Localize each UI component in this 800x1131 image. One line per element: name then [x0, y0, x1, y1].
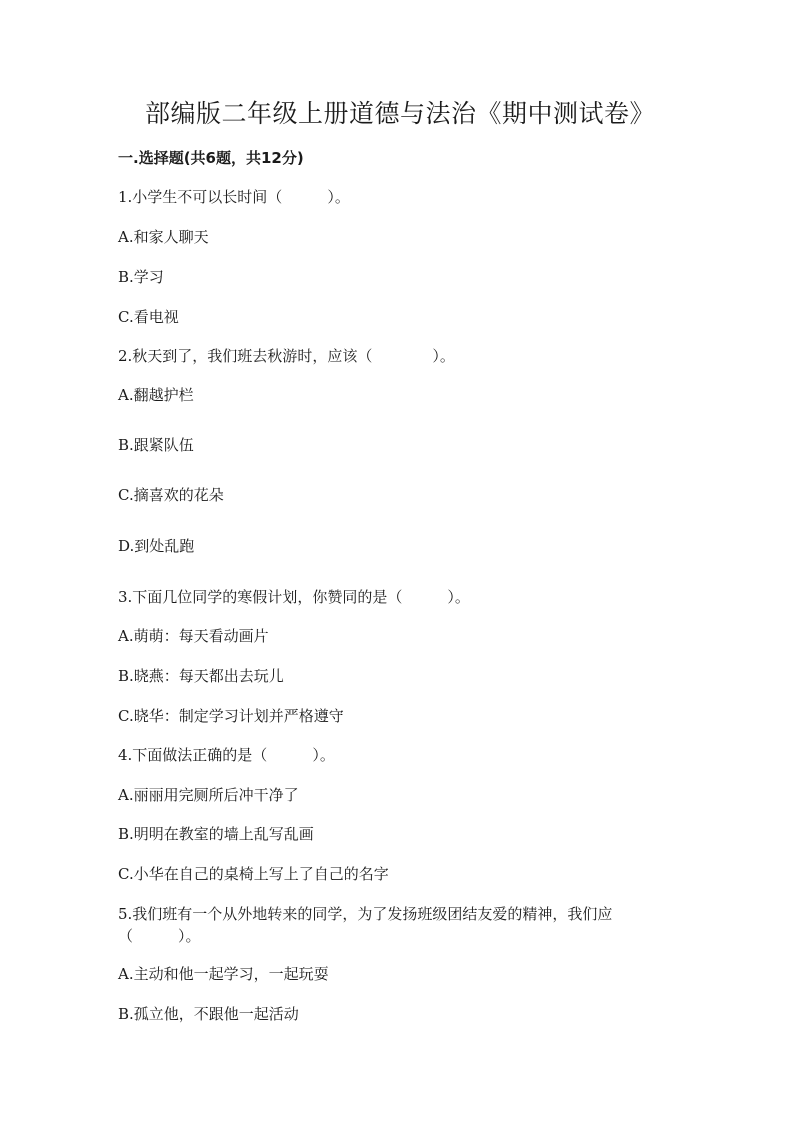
question-stem: 4.下面做法正确的是（ ）。 — [118, 746, 335, 764]
answer-option: B.学习 — [118, 268, 164, 286]
answer-option: C.小华在自己的桌椅上写上了自己的名字 — [118, 865, 389, 883]
document-title: 部编版二年级上册道德与法治《期中测试卷》 — [144, 99, 655, 128]
question-stem: 5.我们班有一个从外地转来的同学，为了发扬班级团结友爱的精神，我们应（ ）。 — [118, 905, 613, 945]
question-stem: 3.下面几位同学的寒假计划，你赞同的是（ ）。 — [118, 588, 470, 606]
answer-option: B.晓燕：每天都出去玩儿 — [118, 667, 284, 685]
answer-option: C.摘喜欢的花朵 — [118, 486, 224, 504]
answer-option: A.丽丽用完厕所后冲干净了 — [118, 786, 299, 804]
answer-option: A.萌萌：每天看动画片 — [118, 627, 269, 645]
question-stem: 1.小学生不可以长时间（ ）。 — [118, 188, 350, 206]
section-heading: 一.选择题(共6题，共12分) — [118, 149, 304, 167]
answer-option: B.跟紧队伍 — [118, 436, 194, 454]
answer-option: A.主动和他一起学习，一起玩耍 — [118, 965, 329, 983]
answer-option: B.明明在教室的墙上乱写乱画 — [118, 825, 314, 843]
question-stem: 2.秋天到了，我们班去秋游时，应该（ ）。 — [118, 347, 455, 365]
answer-option: A.和家人聊天 — [118, 228, 209, 246]
answer-option: C.看电视 — [118, 308, 179, 326]
answer-option: A.翻越护栏 — [118, 386, 194, 404]
answer-option: B.孤立他，不跟他一起活动 — [118, 1005, 299, 1023]
answer-option: C.晓华：制定学习计划并严格遵守 — [118, 707, 344, 725]
answer-option: D.到处乱跑 — [118, 537, 195, 555]
